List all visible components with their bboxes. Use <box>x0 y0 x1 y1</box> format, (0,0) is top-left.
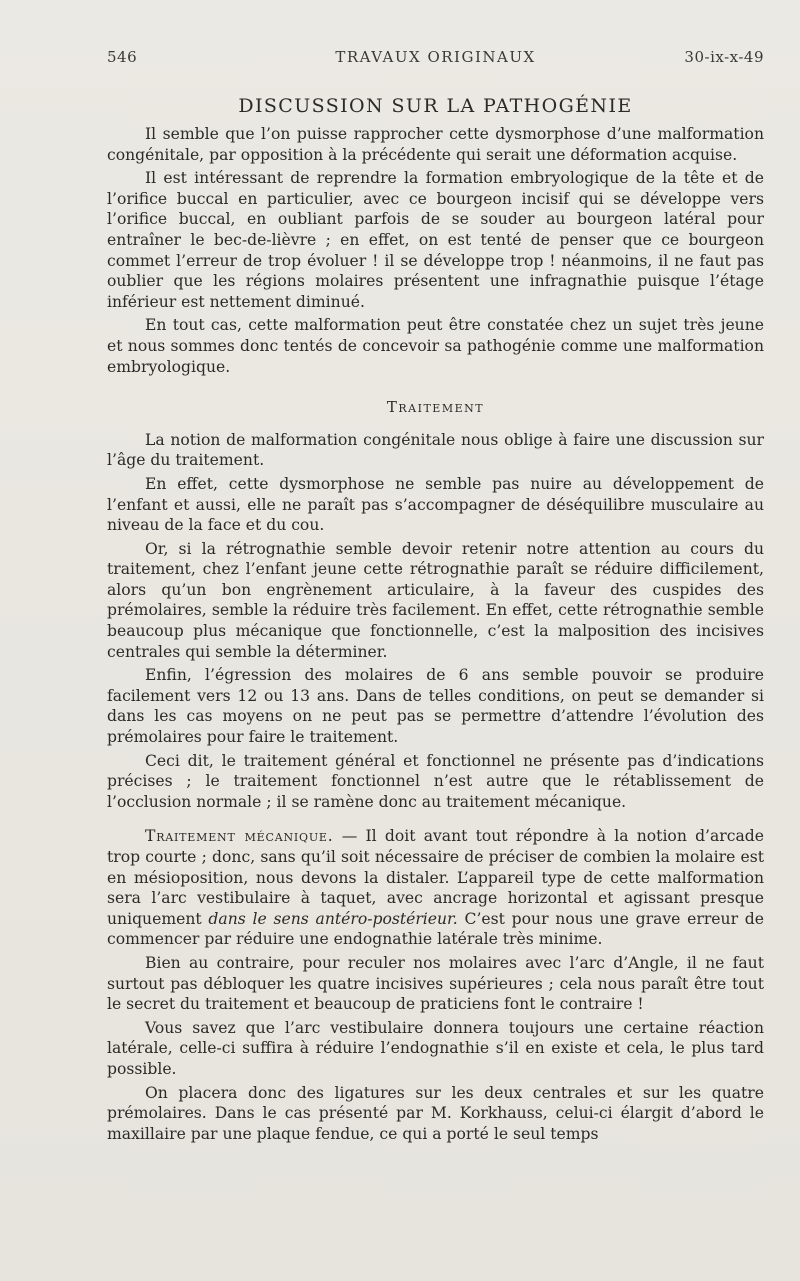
paragraph: Bien au contraire, pour reculer nos molaires avec l’arc d’Angle, il ne faut surtout pas débloquer les quatre incisives supérieures ; cela nous paraît être tout le secret du traitement et beaucoup de praticiens font le contraire ! <box>107 953 764 1014</box>
section-title-traitement: Traitement <box>386 398 485 417</box>
issue-date: 30-ix-x-49 <box>684 48 764 66</box>
paragraph: Or, si la rétrognathie semble devoir retenir notre attention au cours du traitement, chez l’enfant jeune cette rétrognathie paraît se réduire difficilement, alors qu’un bon engrènement articulaire, à la faveur des cuspides des prémolaires, semble la réduire très facilement. En effet, cette rétrognathie semble beaucoup plus mécanique que fonctionnelle, c’est la malposition des incisives centrales qui semble la déterminer. <box>107 539 764 661</box>
paragraph: En tout cas, cette malformation peut être constatée chez un sujet très jeune et nous sommes donc tentés de concevoir sa pathogénie comme une malformation embryologique. <box>107 316 764 376</box>
body-text <box>107 93 764 1144</box>
paragraph-text: — Il doit avant tout répondre à la notion d’arcade trop courte ; donc, sans qu’il soit nécessaire de préciser de combien la molaire est en mésioposition, nous devons la distaler. L’appareil type de cette malformation sera l’arc vestibulaire à taquet, avec ancrage horizontal et agissant presque uniquement <box>107 827 764 928</box>
running-header <box>107 48 764 72</box>
paragraph: On placera donc des ligatures sur les deux centrales et sur les quatre prémolaires. Dans le cas présenté par M. Korkhauss, celui-ci élargit d’abord le maxillaire par une plaque fendue, ce qui a porté le seul temps <box>107 1083 764 1143</box>
paragraph-traitement-mecanique <box>107 826 764 950</box>
subsection-heading: Traitement mécanique. <box>145 827 334 846</box>
paragraph: Vous savez que l’arc vestibulaire donnera toujours une certaine réaction latérale, celle-ci suffira à réduire l’endognathie s’il en existe et cela, le plus tard possible. <box>107 1018 764 1078</box>
paragraph: Il est intéressant de reprendre la formation embryologique de la tête et de l’orifice buccal en particulier, avec ce bourgeon incisif qui se développe vers l’orifice buccal, en oubliant parfois de se souder au bourgeon latéral pour entraîner le bec-de-lièvre ; en effet, on est tenté de penser que ce bourgeon commet l’erreur de trop évoluer ! il se développe trop ! néanmoins, il ne faut pas oublier que les régions molaires présentent une infragnathie puisque l’étage inférieur est nettement diminué. <box>107 169 764 311</box>
italic-phrase: dans le sens antéro-postérieur. <box>208 909 458 928</box>
page-number: 546 <box>107 48 138 66</box>
paragraph: Ceci dit, le traitement général et fonctionnel ne présente pas d’indications précises ; le traitement fonctionnel n’est autre que le rétablissement de l’occlusion normale ; il se ramène donc au traitement mécanique. <box>107 751 764 811</box>
paragraph-text: C’est pour nous une grave erreur de commencer par réduire une endognathie latérale très minime. <box>107 909 764 949</box>
paragraph: Enfin, l’égression des molaires de 6 ans semble pouvoir se produire facilement vers 12 ou 13 ans. Dans de telles conditions, on peut se demander si dans les cas moyens on ne peut pas se permettre d’attendre l’évolution des prémolaires pour faire le traitement. <box>107 666 764 747</box>
paragraph: Il semble que l’on puisse rapprocher cette dysmorphose d’une malformation congénitale, par opposition à la précédente qui serait une déformation acquise. <box>107 125 764 164</box>
paragraph: La notion de malformation congénitale nous oblige à faire une discussion sur l’âge du traitement. <box>107 430 764 470</box>
section-title-pathogenie: DISCUSSION SUR LA PATHOGÉNIE <box>238 95 633 117</box>
journal-title: TRAVAUX ORIGINAUX <box>335 48 536 66</box>
paragraph: En effet, cette dysmorphose ne semble pas nuire au développement de l’enfant et aussi, elle ne paraît pas s’accompagner de déséquilibre musculaire au niveau de la face et du cou. <box>107 474 764 535</box>
